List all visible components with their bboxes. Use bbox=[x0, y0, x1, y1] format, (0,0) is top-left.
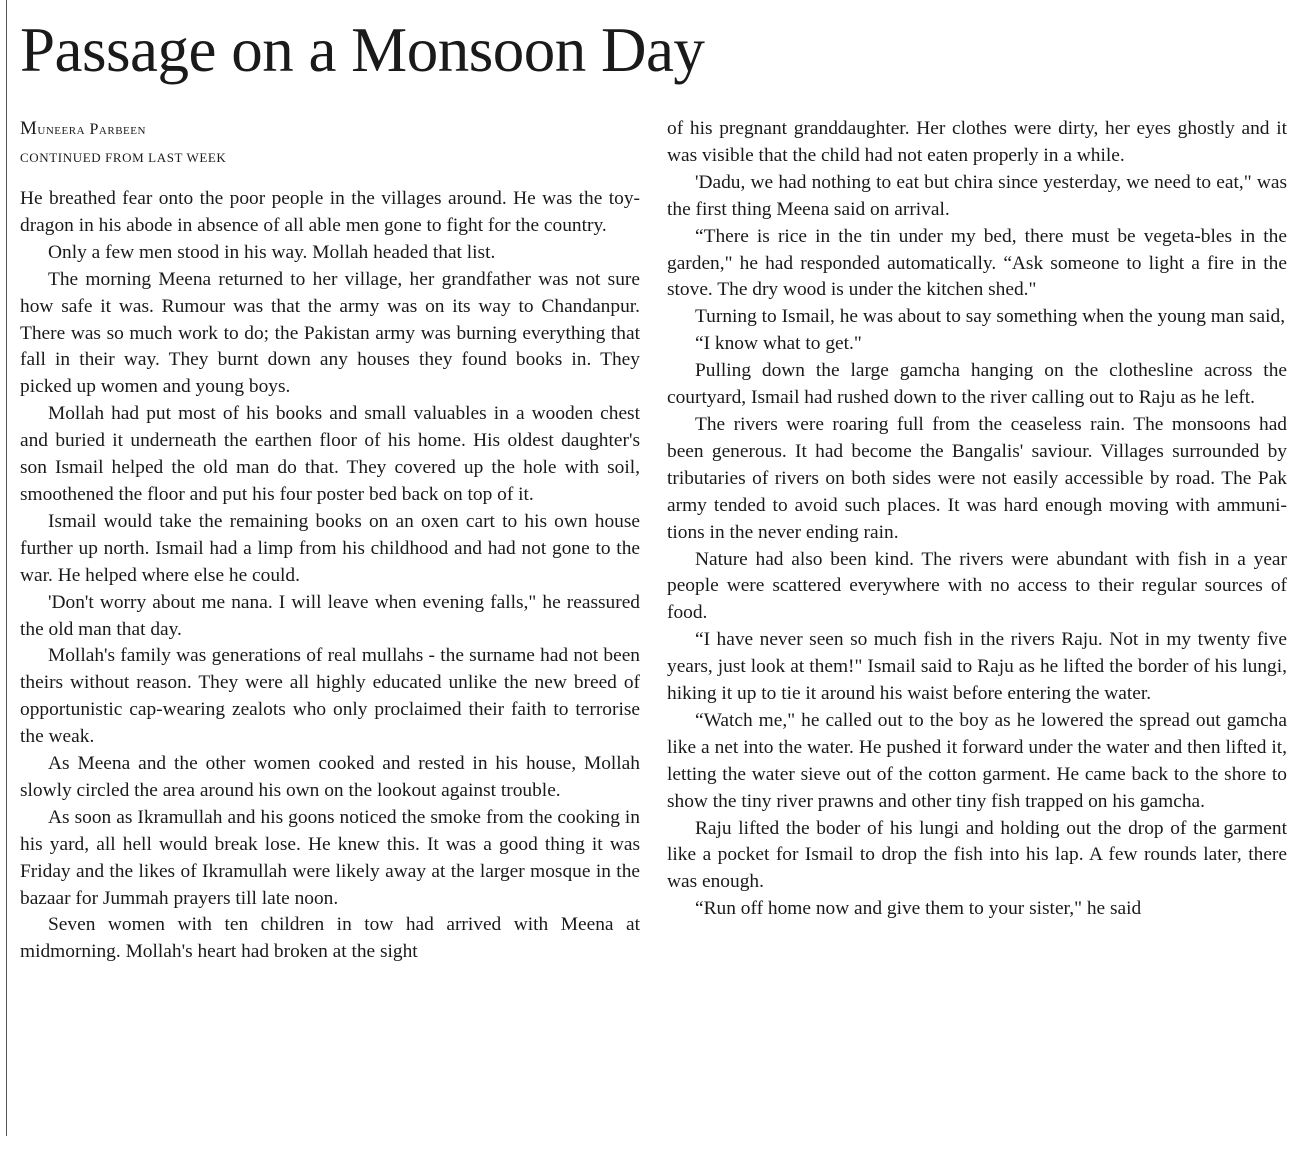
paragraph: 'Dadu, we had nothing to eat but chira since yesterday, we need to eat," was the first thing Meena said on arrival. bbox=[667, 171, 1287, 220]
paragraph: The morning Meena returned to her village, her grandfather was not sure how safe it was. Rumour was that the army was on its way to Chandanpur. There was so much work to do; the Pakistan army was burning everything that fall in their way. They burnt down any houses they found books in. They picked up women and young boys. bbox=[20, 268, 640, 398]
paragraph: “Watch me," he called out to the boy as he lowered the spread out gamcha like a net into the water. He pushed it forward under the water and then lifted it, letting the water sieve out of the cotton garment. He came back to the shore to show the tiny river prawns and other tiny fish trapped on his gamcha. bbox=[667, 709, 1287, 812]
paragraph: of his pregnant granddaughter. Her clothes were dirty, her eyes ghostly and it was visible that the child had not eaten properly in a while. bbox=[667, 118, 1287, 166]
continued-note: CONTINUED FROM LAST WEEK bbox=[20, 150, 227, 165]
paragraph: “I have never seen so much fish in the rivers Raju. Not in my twenty five years, just look at them!" Ismail said to Raju as he lifted the border of his lungi, hiking it up to tie it around his waist before entering the water. bbox=[667, 629, 1287, 705]
article-headline: Passage on a Monsoon Day bbox=[20, 15, 705, 85]
paragraph: Pulling down the large gamcha hanging on the clothesline across the courtyard, Ismail had rushed down to the river calling out to Raju as he left. bbox=[667, 360, 1287, 409]
paragraph: Raju lifted the boder of his lungi and holding out the drop of the garment like a pocket for Ismail to drop the fish into his lap. A few rounds later, there was enough. bbox=[667, 817, 1287, 893]
paragraph: 'Don't worry about me nana. I will leave when evening falls," he reassured the old man that day. bbox=[20, 591, 640, 640]
paragraph: Only a few men stood in his way. Mollah headed that list. bbox=[48, 241, 496, 263]
column-rule bbox=[6, 0, 7, 1136]
paragraph: Mollah's family was generations of real mullahs - the surname had not been theirs without reason. They were all highly educated unlike the new breed of opportunistic cap-wearing zealots who only proclaimed their faith to terrorise the weak. bbox=[20, 645, 640, 748]
paragraph: As Meena and the other women cooked and rested in his house, Mollah slowly circled the area around his own on the lookout against trouble. bbox=[20, 753, 640, 801]
author-byline bbox=[20, 118, 146, 140]
paragraph: Ismail would take the remaining books on an oxen cart to his own house further up north. Ismail had a limp from his childhood and had not gone to the war. He helped where else he could. bbox=[20, 510, 640, 586]
paragraph: “Run off home now and give them to your sister," he said bbox=[695, 898, 1142, 920]
paragraph: Nature had also been kind. The rivers were abundant with fish in a year people were scattered everywhere with no access to their regular sources of food. bbox=[667, 548, 1287, 624]
paragraph: Seven women with ten children in tow had arrived with Meena at midmorning. Mollah's heart had broken at the sight bbox=[20, 914, 640, 963]
left-column bbox=[20, 186, 640, 966]
paragraph: “I know what to get." bbox=[695, 333, 862, 355]
paragraph: As soon as Ikramullah and his goons noticed the smoke from the cooking in his yard, all hell would break lose. He knew this. It was a good thing it was Friday and the likes of Ikramullah were likely away at the larger mosque in the bazaar for Jummah prayers till late noon. bbox=[20, 806, 640, 909]
right-column bbox=[667, 116, 1287, 923]
byline-name: uneera Parbeen bbox=[37, 121, 146, 138]
paragraph: Mollah had put most of his books and small valuables in a wooden chest and buried it underneath the earthen floor of his home. His oldest daughter's son Ismail helped the old man do that. They covered up the hole with soil, smoothened the floor and put his four poster bed back on top of it. bbox=[20, 403, 640, 505]
paragraph: The rivers were roaring full from the ceaseless rain. The monsoons had been generous. It had become the Bangalis' saviour. Villages surrounded by tributaries of rivers on both sides were not easily accessible by road. The Pak army tended to avoid such places. It was hard enough moving with ammuni-tions in the never ending rain. bbox=[667, 413, 1287, 543]
paragraph: “There is rice in the tin under my bed, there must be vegeta-bles in the garden," he had responded automatically. “Ask someone to light a fire in the stove. The dry wood is under the kitchen shed." bbox=[667, 225, 1287, 301]
paragraph: Turning to Ismail, he was about to say something when the young man said, bbox=[695, 306, 1286, 328]
byline-initial: M bbox=[20, 118, 38, 139]
paragraph: He breathed fear onto the poor people in the villages around. He was the toy-dragon in his abode in absence of all able men gone to fight for the country. bbox=[20, 188, 640, 236]
